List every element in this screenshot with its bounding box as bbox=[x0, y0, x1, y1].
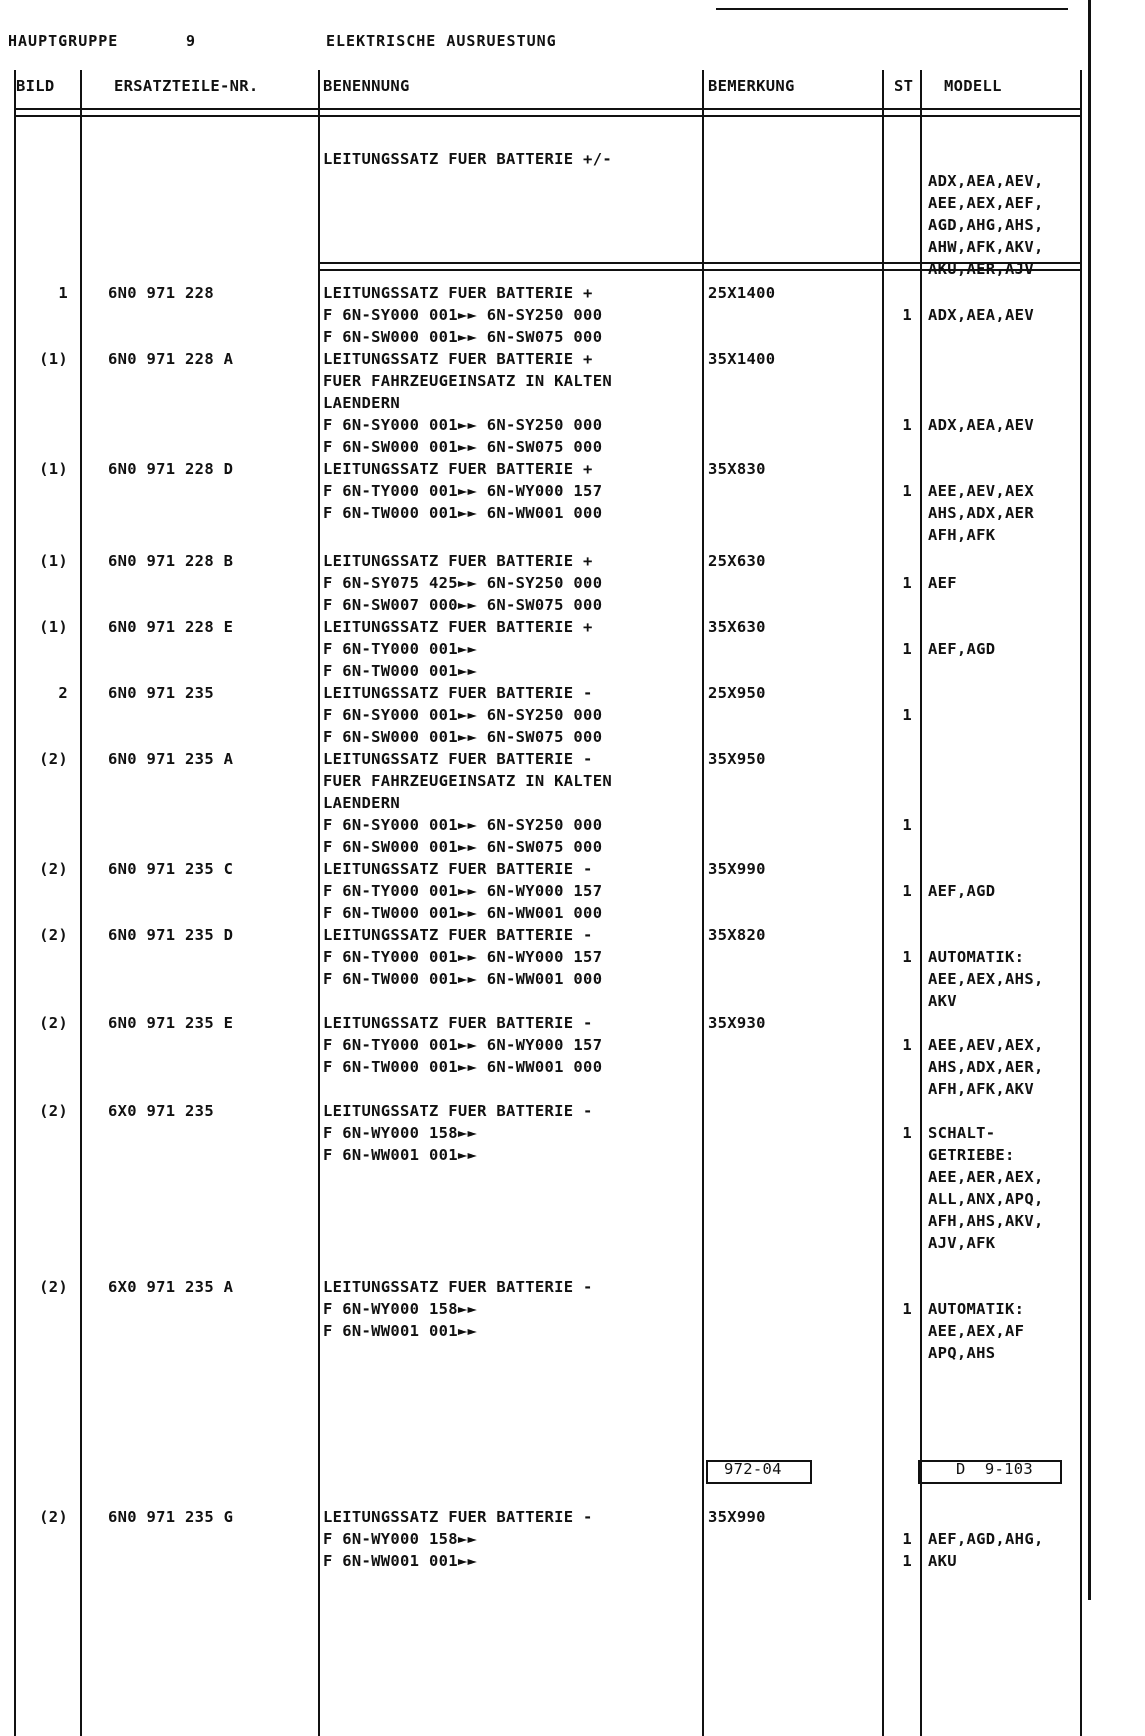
footer-code-left: 972-04 bbox=[724, 1460, 782, 1478]
row-benennung-line: F 6N-SW007 000►► 6N-SW075 000 bbox=[323, 596, 603, 614]
tail-benennung-2: F 6N-WW001 001►► bbox=[323, 1552, 478, 1570]
row-modell-line: ADX,AEA,AEV bbox=[928, 416, 1034, 434]
row-bemerkung: 25X1400 bbox=[708, 284, 776, 302]
row-modell-line: AKV bbox=[928, 992, 957, 1010]
row-st: 1 bbox=[902, 416, 912, 434]
row-benennung-line: FUER FAHRZEUGEINSATZ IN KALTEN bbox=[323, 772, 612, 790]
col-header-nr: ERSATZTEILE-NR. bbox=[114, 77, 259, 95]
col-header-modell: MODELL bbox=[944, 77, 1002, 95]
row-part-number: 6N0 971 235 A bbox=[108, 750, 234, 768]
row-benennung-line: LEITUNGSSATZ FUER BATTERIE - bbox=[323, 926, 593, 944]
row-bild: (2) bbox=[39, 926, 68, 944]
row-part-number: 6N0 971 228 B bbox=[108, 552, 234, 570]
row-bild: (2) bbox=[39, 1014, 68, 1032]
row-part-number: 6N0 971 235 bbox=[108, 684, 214, 702]
tail-line-left bbox=[14, 1494, 16, 1600]
row-bemerkung: 35X1400 bbox=[708, 350, 776, 368]
row-benennung-line: LEITUNGSSATZ FUER BATTERIE - bbox=[323, 750, 593, 768]
tail-bemerkung: 35X990 bbox=[708, 1508, 766, 1526]
row-modell-line: AEE,AEX,AHS, bbox=[928, 970, 1044, 988]
row-bemerkung: 35X990 bbox=[708, 860, 766, 878]
row-st: 1 bbox=[902, 306, 912, 324]
row-bemerkung: 35X950 bbox=[708, 750, 766, 768]
row-modell-line: ALL,ANX,APQ, bbox=[928, 1190, 1044, 1208]
row-benennung-line: F 6N-TW000 001►► 6N-WW001 000 bbox=[323, 504, 603, 522]
row-modell-line: AUTOMATIK: bbox=[928, 1300, 1025, 1318]
row-benennung-line: LEITUNGSSATZ FUER BATTERIE - bbox=[323, 1278, 593, 1296]
row-benennung-line: LAENDERN bbox=[323, 394, 401, 412]
tail-st-0: 1 bbox=[902, 1530, 912, 1548]
tail-modell-0: AEF,AGD,AHG, bbox=[928, 1530, 1044, 1548]
row-bemerkung: 35X930 bbox=[708, 1014, 766, 1032]
row-benennung-line: F 6N-TY000 001►► 6N-WY000 157 bbox=[323, 482, 603, 500]
row-part-number: 6X0 971 235 A bbox=[108, 1278, 234, 1296]
row-modell-line: AFH,AFK,AKV bbox=[928, 1080, 1034, 1098]
row-modell-line: AEE,AEV,AEX bbox=[928, 482, 1034, 500]
tail-benennung-0: LEITUNGSSATZ FUER BATTERIE - bbox=[323, 1508, 593, 1526]
row-bild: (2) bbox=[39, 750, 68, 768]
row-part-number: 6N0 971 235 C bbox=[108, 860, 234, 878]
row-bild: (2) bbox=[39, 1278, 68, 1296]
row-benennung-line: F 6N-WY000 158►► bbox=[323, 1124, 478, 1142]
row-benennung-line: LAENDERN bbox=[323, 794, 401, 812]
page-edge bbox=[1088, 0, 1091, 1600]
row-benennung-line: F 6N-WW001 001►► bbox=[323, 1146, 478, 1164]
row-modell-line: AEE,AEV,AEX, bbox=[928, 1036, 1044, 1054]
row-st: 1 bbox=[902, 640, 912, 658]
row-part-number: 6N0 971 228 D bbox=[108, 460, 234, 478]
row-bild: (1) bbox=[39, 552, 68, 570]
row-st: 1 bbox=[902, 948, 912, 966]
row-benennung-line: F 6N-TY000 001►► 6N-WY000 157 bbox=[323, 882, 603, 900]
col-line-modell bbox=[1080, 70, 1082, 1736]
row-st: 1 bbox=[902, 816, 912, 834]
row-bild: 2 bbox=[58, 684, 68, 702]
col-line-benennung bbox=[702, 70, 704, 1736]
intro-modell-line: AHW,AFK,AKV, bbox=[928, 238, 1044, 256]
group-number: 9 bbox=[186, 32, 197, 50]
row-benennung-line: F 6N-TW000 001►► 6N-WW001 000 bbox=[323, 970, 603, 988]
row-benennung-line: F 6N-SY000 001►► 6N-SY250 000 bbox=[323, 706, 603, 724]
row-bemerkung: 35X820 bbox=[708, 926, 766, 944]
col-header-bemerkung: BEMERKUNG bbox=[708, 77, 795, 95]
row-modell-line: SCHALT- bbox=[928, 1124, 996, 1142]
row-benennung-line: F 6N-TY000 001►► 6N-WY000 157 bbox=[323, 948, 603, 966]
row-modell-line: ADX,AEA,AEV bbox=[928, 306, 1034, 324]
tail-bild: (2) bbox=[39, 1508, 68, 1526]
row-modell-line: AHS,ADX,AER, bbox=[928, 1058, 1044, 1076]
row-modell-line: AJV,AFK bbox=[928, 1234, 996, 1252]
row-bemerkung: 35X630 bbox=[708, 618, 766, 636]
row-benennung-line: F 6N-SW000 001►► 6N-SW075 000 bbox=[323, 438, 603, 456]
row-part-number: 6N0 971 235 E bbox=[108, 1014, 234, 1032]
row-modell-line: GETRIEBE: bbox=[928, 1146, 1015, 1164]
col-header-st: ST bbox=[894, 77, 914, 95]
col-header-bild: BILD bbox=[16, 77, 55, 95]
row-benennung-line: LEITUNGSSATZ FUER BATTERIE - bbox=[323, 684, 593, 702]
row-modell-line: AHS,ADX,AER bbox=[928, 504, 1034, 522]
tail-line-st bbox=[920, 1494, 922, 1600]
row-part-number: 6N0 971 228 A bbox=[108, 350, 234, 368]
row-benennung-line: LEITUNGSSATZ FUER BATTERIE + bbox=[323, 284, 593, 302]
row-bild: (1) bbox=[39, 460, 68, 478]
row-st: 1 bbox=[902, 706, 912, 724]
row-bild: (1) bbox=[39, 350, 68, 368]
tail-st-1: 1 bbox=[902, 1552, 912, 1570]
row-modell-line: AFH,AHS,AKV, bbox=[928, 1212, 1044, 1230]
row-benennung-line: F 6N-SY000 001►► 6N-SY250 000 bbox=[323, 416, 603, 434]
row-benennung-line: LEITUNGSSATZ FUER BATTERIE + bbox=[323, 618, 593, 636]
row-st: 1 bbox=[902, 1036, 912, 1054]
row-benennung-line: LEITUNGSSATZ FUER BATTERIE - bbox=[323, 1102, 593, 1120]
row-modell-line: AFH,AFK bbox=[928, 526, 996, 544]
row-modell-line: AEE,AER,AEX, bbox=[928, 1168, 1044, 1186]
row-benennung-line: F 6N-SW000 001►► 6N-SW075 000 bbox=[323, 328, 603, 346]
row-benennung-line: F 6N-TW000 001►► 6N-WW001 000 bbox=[323, 904, 603, 922]
row-bemerkung: 25X950 bbox=[708, 684, 766, 702]
intro-modell-line: AGD,AHG,AHS, bbox=[928, 216, 1044, 234]
row-benennung-line: F 6N-SY000 001►► 6N-SY250 000 bbox=[323, 816, 603, 834]
row-modell-line: AEF,AGD bbox=[928, 640, 996, 658]
row-st: 1 bbox=[902, 1124, 912, 1142]
row-benennung-line: F 6N-TW000 001►► bbox=[323, 662, 478, 680]
tail-modell-1: AKU bbox=[928, 1552, 957, 1570]
row-bemerkung: 25X630 bbox=[708, 552, 766, 570]
row-bild: (2) bbox=[39, 1102, 68, 1120]
row-benennung-line: F 6N-WW001 001►► bbox=[323, 1322, 478, 1340]
row-modell-line: APQ,AHS bbox=[928, 1344, 996, 1362]
tail-line-nr bbox=[318, 1494, 320, 1600]
row-bild: (2) bbox=[39, 860, 68, 878]
row-benennung-line: F 6N-TW000 001►► 6N-WW001 000 bbox=[323, 1058, 603, 1076]
row-benennung-line: F 6N-TY000 001►► bbox=[323, 640, 478, 658]
row-bild: (1) bbox=[39, 618, 68, 636]
intro-modell-line: ADX,AEA,AEV, bbox=[928, 172, 1044, 190]
col-header-benennung: BENENNUNG bbox=[323, 77, 410, 95]
col-line-st bbox=[920, 70, 922, 1736]
row-benennung-line: LEITUNGSSATZ FUER BATTERIE - bbox=[323, 1014, 593, 1032]
row-bild: 1 bbox=[58, 284, 68, 302]
row-modell-line: AEF,AGD bbox=[928, 882, 996, 900]
tail-benennung-1: F 6N-WY000 158►► bbox=[323, 1530, 478, 1548]
row-benennung-line: F 6N-TY000 001►► 6N-WY000 157 bbox=[323, 1036, 603, 1054]
tail-line-bemerkung bbox=[882, 1494, 884, 1600]
row-part-number: 6N0 971 228 bbox=[108, 284, 214, 302]
row-benennung-line: F 6N-SW000 001►► 6N-SW075 000 bbox=[323, 728, 603, 746]
row-st: 1 bbox=[902, 882, 912, 900]
col-line-left bbox=[14, 70, 16, 1736]
intro-benennung: LEITUNGSSATZ FUER BATTERIE +/- bbox=[323, 150, 612, 168]
row-benennung-line: LEITUNGSSATZ FUER BATTERIE + bbox=[323, 350, 593, 368]
row-st: 1 bbox=[902, 1300, 912, 1318]
row-part-number: 6X0 971 235 bbox=[108, 1102, 214, 1120]
row-modell-line: AEE,AEX,AF bbox=[928, 1322, 1025, 1340]
tail-line-benennung bbox=[702, 1494, 704, 1600]
row-benennung-line: FUER FAHRZEUGEINSATZ IN KALTEN bbox=[323, 372, 612, 390]
top-rule bbox=[716, 8, 1068, 10]
row-st: 1 bbox=[902, 574, 912, 592]
row-benennung-line: LEITUNGSSATZ FUER BATTERIE + bbox=[323, 460, 593, 478]
footer-code-right: D 9-103 bbox=[956, 1460, 1034, 1478]
row-benennung-line: F 6N-SW000 001►► 6N-SW075 000 bbox=[323, 838, 603, 856]
group-title: ELEKTRISCHE AUSRUESTUNG bbox=[326, 32, 557, 50]
row-modell-line: AUTOMATIK: bbox=[928, 948, 1025, 966]
tail-line-bild bbox=[80, 1494, 82, 1600]
col-line-bemerkung bbox=[882, 70, 884, 1736]
row-part-number: 6N0 971 235 D bbox=[108, 926, 234, 944]
row-benennung-line: F 6N-SY075 425►► 6N-SY250 000 bbox=[323, 574, 603, 592]
col-line-nr bbox=[318, 70, 320, 1736]
row-st: 1 bbox=[902, 482, 912, 500]
col-line-bild bbox=[80, 70, 82, 1736]
group-label: HAUPTGRUPPE bbox=[8, 32, 119, 50]
row-benennung-line: LEITUNGSSATZ FUER BATTERIE - bbox=[323, 860, 593, 878]
intro-modell-line: AKU,AER,AJV bbox=[928, 260, 1034, 278]
row-bemerkung: 35X830 bbox=[708, 460, 766, 478]
row-benennung-line: F 6N-SY000 001►► 6N-SY250 000 bbox=[323, 306, 603, 324]
row-benennung-line: LEITUNGSSATZ FUER BATTERIE + bbox=[323, 552, 593, 570]
tail-line-modell bbox=[1080, 1494, 1082, 1600]
row-modell-line: AEF bbox=[928, 574, 957, 592]
row-benennung-line: F 6N-WY000 158►► bbox=[323, 1300, 478, 1318]
intro-modell-line: AEE,AEX,AEF, bbox=[928, 194, 1044, 212]
row-part-number: 6N0 971 228 E bbox=[108, 618, 234, 636]
tail-part-number: 6N0 971 235 G bbox=[108, 1508, 234, 1526]
